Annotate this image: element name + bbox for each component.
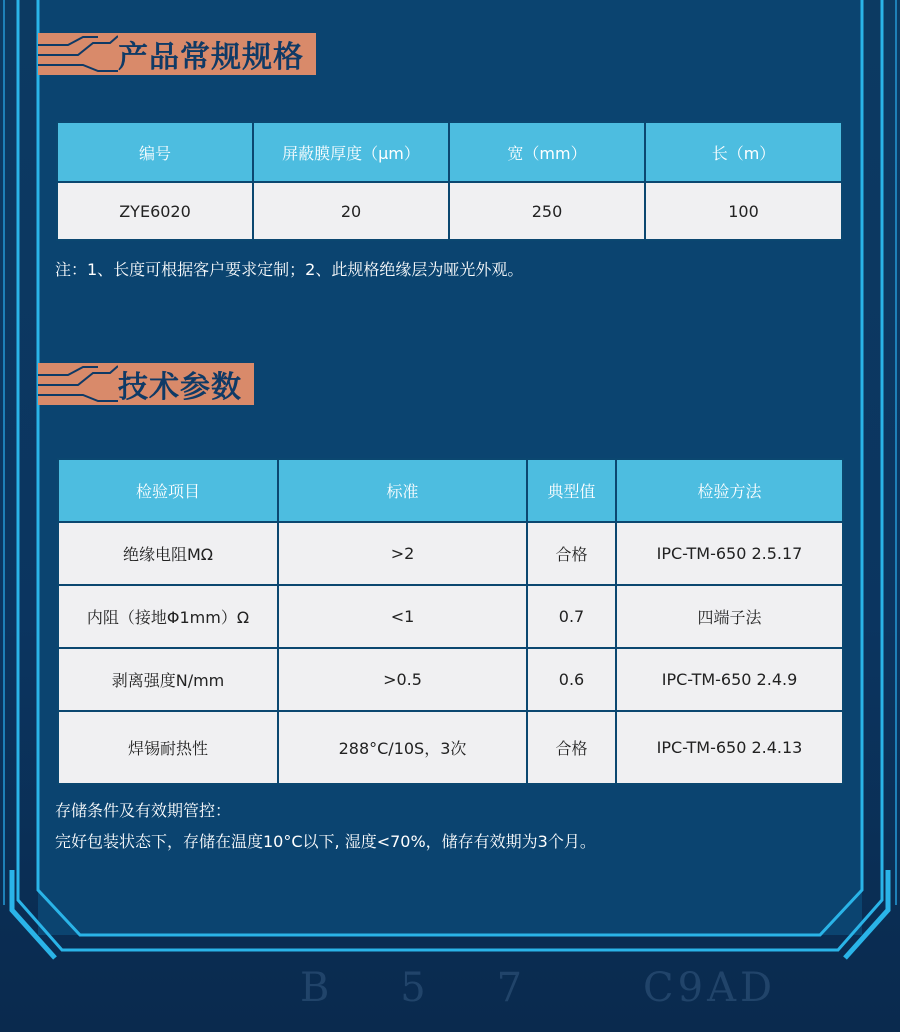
section-title-tech: [38, 363, 254, 405]
table-row: [57, 182, 842, 240]
spec-note: 注：1、长度可根据客户要求定制；2、此规格绝缘层为哑光外观。: [55, 260, 524, 279]
tech-cell: 绝缘电阻MΩ: [58, 522, 278, 585]
spec-header-cell: 编号: [57, 122, 253, 182]
circuit-decor-icon: [38, 363, 118, 405]
table-row: [58, 648, 843, 711]
spec-header-cell: 宽（mm）: [449, 122, 645, 182]
table-row: [58, 585, 843, 648]
spec-cell: 100: [645, 182, 842, 240]
spec-cell: ZYE6020: [57, 182, 253, 240]
tech-cell: 0.6: [527, 648, 616, 711]
section-title-text: 产品常规规格: [118, 40, 304, 75]
spec-table: [56, 121, 843, 241]
tech-header-cell: 检验方法: [616, 459, 843, 522]
tech-cell: IPC-TM-650 2.4.13: [616, 711, 843, 784]
tech-cell: 0.7: [527, 585, 616, 648]
spec-header-cell: 屏蔽膜厚度（μm）: [253, 122, 449, 182]
tech-cell: IPC-TM-650 2.4.9: [616, 648, 843, 711]
storage-title: 存储条件及有效期管控：: [55, 801, 232, 820]
tech-cell: >2: [278, 522, 527, 585]
tech-cell: 内阻（接地Φ1mm）Ω: [58, 585, 278, 648]
tech-cell: 288°C/10S，3次: [278, 711, 527, 784]
circuit-decor-icon: [38, 33, 118, 75]
spec-cell: 250: [449, 182, 645, 240]
tech-header-cell: 标准: [278, 459, 527, 522]
bg-decor-chars: B 5 7 C9AD: [300, 965, 777, 1011]
tech-cell: 合格: [527, 522, 616, 585]
tech-cell: 四端子法: [616, 585, 843, 648]
storage-text: 完好包装状态下，存储在温度10°C以下, 湿度<70%，储存有效期为3个月。: [55, 832, 596, 851]
tech-cell: IPC-TM-650 2.5.17: [616, 522, 843, 585]
spec-header-cell: 长（m）: [645, 122, 842, 182]
table-row: [58, 522, 843, 585]
tech-table: [57, 458, 844, 785]
table-row: [58, 711, 843, 784]
tech-cell: <1: [278, 585, 527, 648]
section-title-text: 技术参数: [118, 370, 242, 405]
tech-cell: >0.5: [278, 648, 527, 711]
tech-header-cell: 检验项目: [58, 459, 278, 522]
tech-cell: 焊锡耐热性: [58, 711, 278, 784]
spec-cell: 20: [253, 182, 449, 240]
section-title-specs: [38, 33, 316, 75]
tech-header-cell: 典型值: [527, 459, 616, 522]
tech-cell: 合格: [527, 711, 616, 784]
tech-cell: 剥离强度N/mm: [58, 648, 278, 711]
